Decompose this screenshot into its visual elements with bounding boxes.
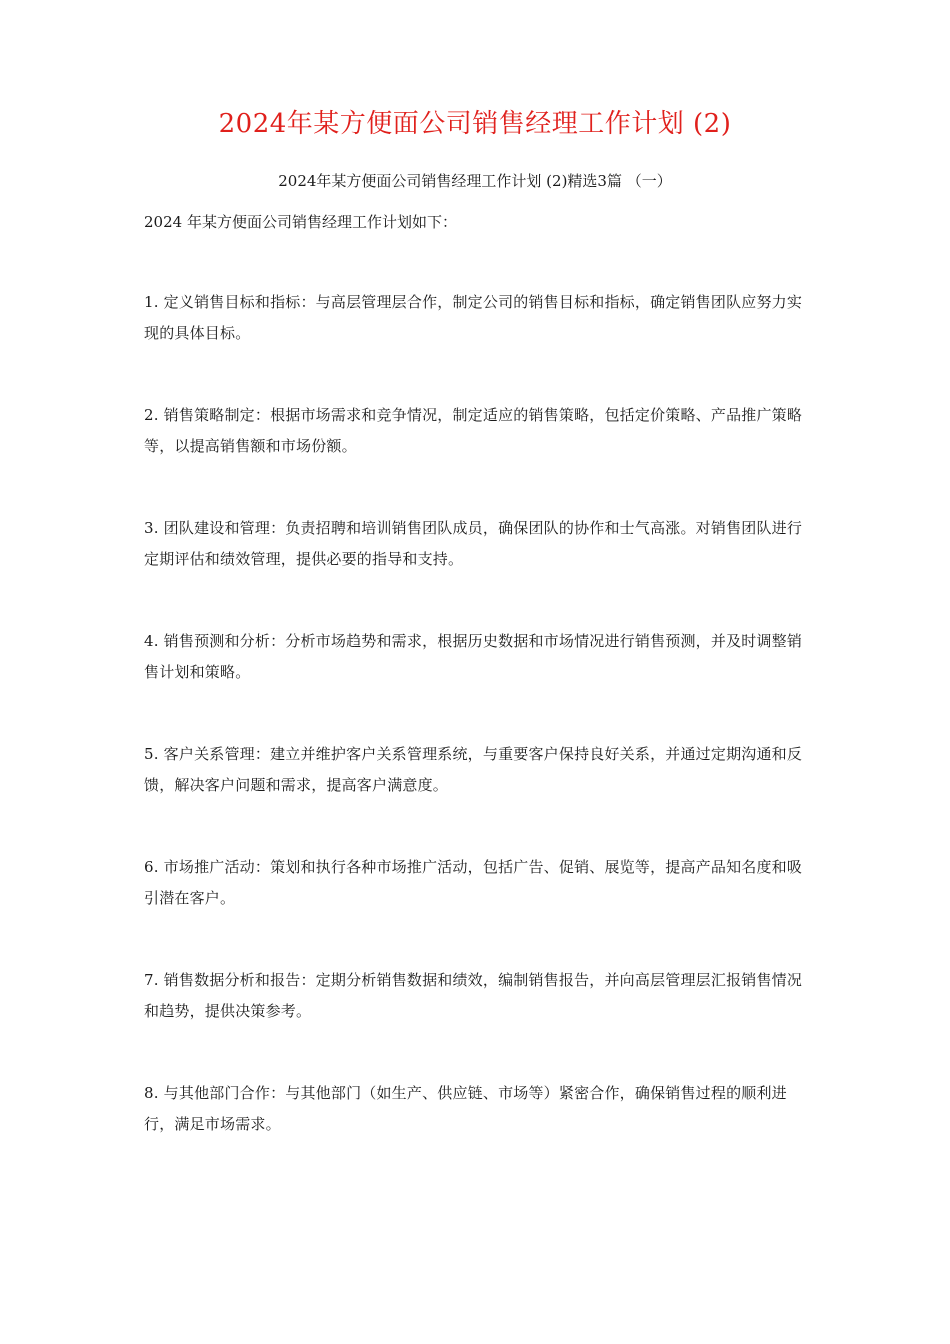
document-title: 2024年某方便面公司销售经理工作计划 (2) (218, 109, 732, 139)
plan-item-6: 6. 市场推广活动：策划和执行各种市场推广活动，包括广告、促销、展览等，提高产品知名度和吸引潜在客户。 (144, 858, 803, 907)
plan-item-7: 7. 销售数据分析和报告：定期分析销售数据和绩效，编制销售报告，并向高层管理层汇报销售情况和趋势，提供决策参考。 (144, 971, 803, 1020)
plan-item-3: 3. 团队建设和管理：负责招聘和培训销售团队成员，确保团队的协作和士气高涨。对销售团队进行定期评估和绩效管理，提供必要的指导和支持。 (144, 519, 803, 568)
plan-item-5: 5. 客户关系管理：建立并维护客户关系管理系统，与重要客户保持良好关系，并通过定期沟通和反馈，解决客户问题和需求，提高客户满意度。 (144, 745, 803, 794)
plan-item-4: 4. 销售预测和分析：分析市场趋势和需求，根据历史数据和市场情况进行销售预测，并及时调整销售计划和策略。 (144, 632, 803, 681)
plan-item-2: 2. 销售策略制定：根据市场需求和竞争情况，制定适应的销售策略，包括定价策略、产品推广策略等，以提高销售额和市场份额。 (144, 406, 803, 455)
plan-item-8: 8. 与其他部门合作：与其他部门（如生产、供应链、市场等）紧密合作，确保销售过程的顺利进行，满足市场需求。 (144, 1084, 787, 1133)
document-subtitle: 2024年某方便面公司销售经理工作计划 (2)精选3篇 （一） (278, 172, 672, 190)
intro-paragraph: 2024 年某方便面公司销售经理工作计划如下： (144, 213, 457, 231)
plan-item-1: 1. 定义销售目标和指标：与高层管理层合作，制定公司的销售目标和指标，确定销售团队应努力实现的具体目标。 (144, 293, 803, 342)
